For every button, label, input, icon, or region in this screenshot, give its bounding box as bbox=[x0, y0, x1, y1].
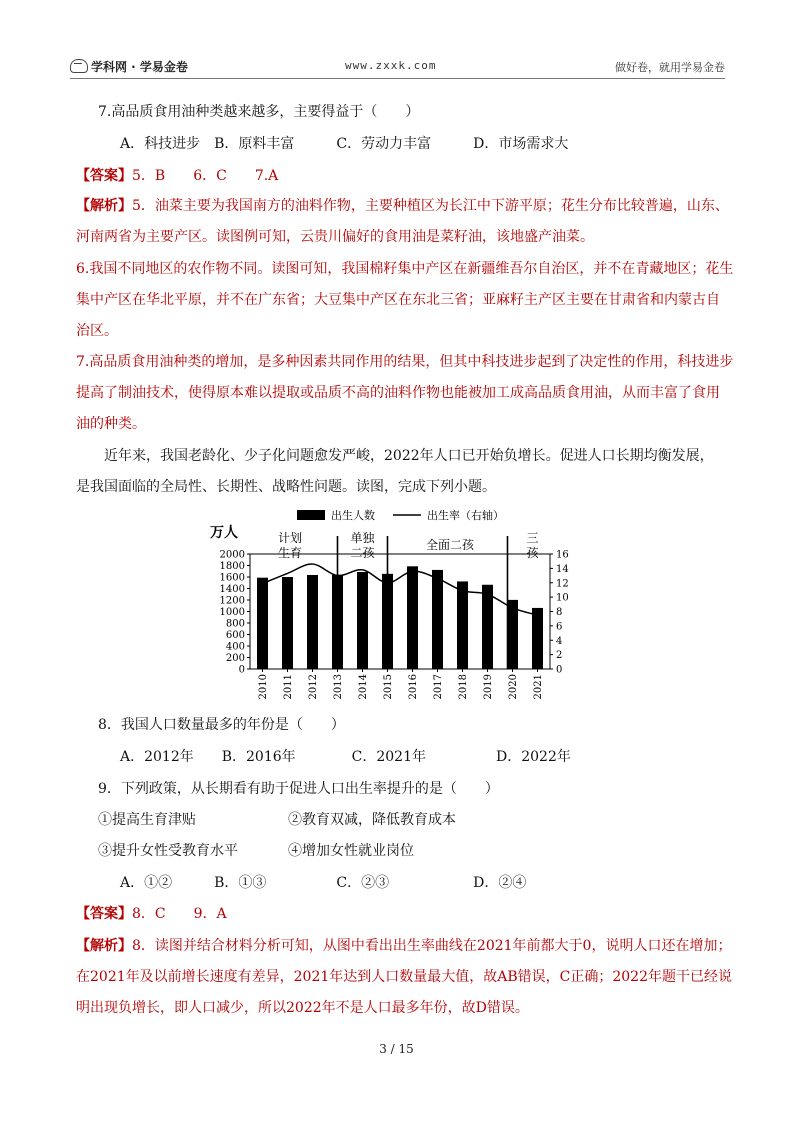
analysis-line: 油的种类。 bbox=[76, 416, 146, 432]
x-tick-label: 2020 bbox=[508, 674, 519, 700]
q8-stem: 8．我国人口数量最多的年份是（ ） bbox=[98, 717, 345, 733]
chart-legend bbox=[297, 508, 504, 522]
intro-line: 近年来，我国老龄化、少子化问题愈发严峻，2022年人口已开始负增长。促进人口长期均衡发展， bbox=[104, 448, 714, 464]
answer-block-2 bbox=[76, 904, 227, 924]
x-tick-label: 2013 bbox=[333, 674, 344, 700]
policy-label: 全面二孩 bbox=[425, 538, 475, 552]
header-logo bbox=[70, 58, 188, 75]
y-tick-label-right: 12 bbox=[556, 578, 569, 590]
legend-bar-label: 出生人数 bbox=[331, 509, 375, 522]
analysis-line: 治区。 bbox=[76, 323, 118, 339]
header-divider bbox=[70, 78, 725, 79]
y-tick-label-right: 6 bbox=[556, 621, 563, 633]
q9-stem: 9．下列政策，从长期看有助于促进人口出生率提升的是（ ） bbox=[98, 781, 499, 797]
q9-option-3: ③提升女性受教育水平 bbox=[98, 843, 238, 859]
y-tick-label-right: 0 bbox=[556, 664, 563, 676]
answer-label: 【答案】 bbox=[76, 906, 132, 922]
x-tick-label: 2017 bbox=[433, 674, 444, 700]
y-tick-label-left: 1200 bbox=[219, 595, 245, 607]
answer-block-1 bbox=[76, 166, 278, 186]
q9-option-1: ①提高生育津贴 bbox=[98, 812, 196, 828]
y-tick-label-left: 1800 bbox=[219, 561, 245, 572]
y-tick-label-left: 1400 bbox=[219, 584, 245, 595]
legend-bar-swatch bbox=[297, 510, 325, 520]
y-axis-label-left: 万人 bbox=[210, 525, 238, 541]
x-tick-label: 2018 bbox=[458, 674, 469, 700]
y-tick-label-left: 1000 bbox=[219, 607, 245, 618]
q9-option-2: ②教育双减，降低教育成本 bbox=[288, 812, 456, 828]
policy-label: 孩 bbox=[526, 546, 539, 560]
y-tick-label-right: 8 bbox=[556, 607, 563, 618]
q9-options: A．①② B．①③ C．②③ D．②④ bbox=[120, 875, 527, 891]
policy-label: 单独 bbox=[350, 531, 375, 545]
x-tick-label: 2019 bbox=[483, 674, 494, 700]
x-tick-label: 2011 bbox=[283, 674, 294, 700]
y-tick-label-left: 2000 bbox=[219, 549, 245, 561]
page-header bbox=[70, 56, 725, 76]
x-tick-label: 2012 bbox=[308, 674, 319, 700]
y-tick-label-left: 600 bbox=[225, 630, 245, 641]
analysis-line bbox=[76, 936, 731, 956]
y-tick-label-right: 2 bbox=[556, 650, 563, 662]
x-tick-label: 2016 bbox=[408, 674, 419, 700]
policy-label: 二孩 bbox=[350, 546, 375, 560]
analysis-line: 6.我国不同地区的农作物不同。读图可知，我国棉籽集中产区在新疆维吾尔自治区，并不在青藏地区；花生 bbox=[76, 261, 734, 277]
logo-text: 学科网 · 学易金卷 bbox=[91, 60, 188, 74]
analysis-label: 【解析】 bbox=[76, 938, 132, 954]
x-tick-label: 2021 bbox=[533, 674, 544, 700]
plot-frame bbox=[250, 554, 550, 669]
q7-stem: 7.高品质食用油种类越来越多，主要得益于（ ） bbox=[98, 104, 420, 120]
analysis-line: 河南两省为主要产区。读图例可知，云贵川偏好的食用油是菜籽油，该地盛产油菜。 bbox=[76, 229, 594, 245]
y-tick-label-left: 400 bbox=[225, 641, 245, 653]
y-tick-label-left: 800 bbox=[225, 618, 245, 630]
y-tick-label-right: 10 bbox=[556, 592, 569, 604]
analysis-line bbox=[76, 196, 729, 216]
x-tick-label: 2014 bbox=[358, 674, 369, 700]
x-tick-label: 2010 bbox=[258, 674, 269, 700]
y-tick-label-left: 1600 bbox=[219, 572, 245, 584]
y-tick-label-left: 200 bbox=[225, 653, 245, 664]
birth-rate-line bbox=[263, 564, 538, 615]
answer-label: 【答案】 bbox=[76, 168, 132, 184]
analysis-line: 在2021年及以前增长速度有差异，2021年达到人口数量最大值，故AB错误，C正确；2022年题干已经说 bbox=[76, 969, 732, 985]
policy-label: 三 bbox=[526, 531, 539, 545]
policy-label: 生育 bbox=[277, 546, 303, 560]
bar bbox=[282, 577, 293, 669]
q9-option-4: ④增加女性就业岗位 bbox=[288, 843, 414, 859]
bar bbox=[357, 572, 368, 669]
analysis-line: 7.高品质食用油种类的增加，是多种因素共同作用的结果，但其中科技进步起到了决定性的作用，科技进步 bbox=[76, 354, 734, 370]
bar bbox=[482, 585, 493, 669]
x-tick-label: 2015 bbox=[383, 674, 394, 700]
header-slogan: 做好卷，就用学易金卷 bbox=[615, 61, 725, 74]
chart-plot bbox=[220, 530, 569, 699]
q8-options: A．2012年 B．2016年 C．2021年 D．2022年 bbox=[120, 749, 571, 765]
bar bbox=[407, 566, 418, 669]
logo-icon bbox=[70, 59, 88, 73]
bar bbox=[307, 575, 318, 669]
bar bbox=[457, 581, 468, 669]
bar bbox=[432, 570, 443, 669]
policy-label: 计划 bbox=[277, 531, 303, 545]
legend-line-label: 出生率（右轴） bbox=[427, 509, 504, 522]
y-tick-label-right: 4 bbox=[556, 635, 563, 647]
header-site: www.zxxk.com bbox=[345, 59, 437, 72]
y-tick-label-right: 16 bbox=[556, 549, 569, 561]
bar bbox=[532, 608, 543, 669]
page-number: 3 / 15 bbox=[379, 1042, 414, 1056]
analysis-text: 5．油菜主要为我国南方的油料作物，主要种植区为长江中下游平原；花生分布比较普遍，山东、 bbox=[132, 198, 729, 214]
analysis-line: 明出现负增长，即人口减少，所以2022年不是人口最多年份，故D错误。 bbox=[76, 1000, 529, 1016]
answer-text: 5．B 6．C 7.A bbox=[132, 168, 279, 184]
y-tick-label-right: 14 bbox=[556, 563, 569, 575]
analysis-text: 8．读图并结合材料分析可知，从图中看出出生率曲线在2021年前都大于0，说明人口还在增加； bbox=[132, 938, 732, 954]
analysis-line: 集中产区在华北平原，并不在广东省；大豆集中产区在东北三省；亚麻籽主产区主要在甘肃省和内蒙古自 bbox=[76, 292, 720, 308]
q7-options: A．科技进步 B．原料丰富 C．劳动力丰富 D．市场需求大 bbox=[120, 136, 569, 152]
intro-line: 是我国面临的全局性、长期性、战略性问题。读图，完成下列小题。 bbox=[76, 479, 496, 495]
birth-chart bbox=[205, 505, 590, 705]
analysis-line: 提高了制油技术，使得原本难以提取或品质不高的油料作物也能被加工成高品质食用油，从而丰富了食用 bbox=[76, 385, 720, 401]
analysis-label: 【解析】 bbox=[76, 198, 132, 214]
bar bbox=[257, 578, 268, 669]
bar bbox=[507, 600, 518, 669]
answer-text: 8．C 9．A bbox=[132, 906, 227, 922]
y-tick-label-left: 0 bbox=[238, 664, 245, 676]
